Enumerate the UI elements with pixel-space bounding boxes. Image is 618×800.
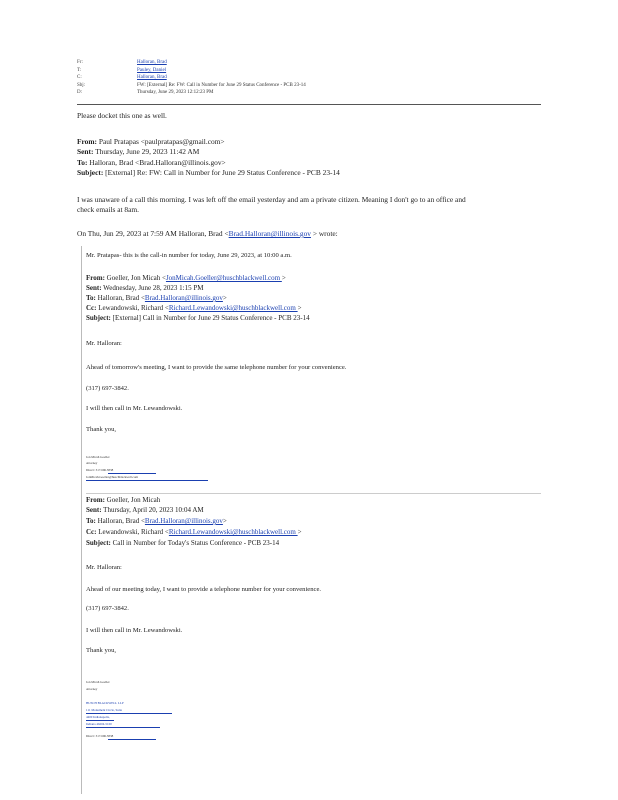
email3-body: Ahead of our meeting today, I want to provide a telephone number for your convenience. bbox=[86, 586, 322, 593]
email2-subject: Subject: [External] Call in Number for June 29 Status Conference - PCB 23-14 bbox=[86, 314, 310, 322]
email-print-header bbox=[77, 59, 547, 97]
email2-greeting: Mr. Halloran: bbox=[86, 340, 122, 347]
header-row bbox=[77, 59, 547, 67]
email1-sent: Sent: Thursday, June 29, 2023 11:42 AM bbox=[77, 147, 200, 156]
email2-from: From: Goeller, Jon Micah <JonMicah.Goeller@huschblackwell.com > bbox=[86, 274, 286, 282]
email1-to: To: Halloran, Brad <Brad.Halloran@illinois.gov> bbox=[77, 158, 226, 167]
header-contact-link[interactable]: Pauley, Daniel bbox=[137, 67, 167, 73]
email3-sig-firm: HUSCH BLACKWELL LLP bbox=[86, 701, 124, 705]
email-link[interactable]: JonMicah.Goeller@huschblackwell.com bbox=[165, 274, 282, 282]
sig-underline bbox=[108, 739, 156, 740]
sig-underline bbox=[86, 480, 208, 481]
email-link[interactable]: Brad.Halloran@illinois.gov bbox=[144, 517, 223, 525]
email3-sig-name: Jon Micah Goeller bbox=[86, 680, 110, 684]
header-row bbox=[77, 67, 547, 75]
email3-call: I will then call in Mr. Lewandowski. bbox=[86, 627, 183, 634]
header-contact-link[interactable]: Halloran, Brad bbox=[137, 75, 167, 81]
email2-intro: Mr. Pratapas- this is the call-in number for today, June 29, 2023, at 10:00 a.m. bbox=[86, 252, 292, 259]
email2-phone: (317) 697-3842. bbox=[86, 385, 129, 392]
sig-underline bbox=[86, 727, 160, 728]
email3-sig-address1: 111 Monument Circle, Suite bbox=[86, 708, 123, 712]
message-separator bbox=[86, 493, 541, 494]
email2-sig-email: JonMicah.Goeller@huschblackwell.com bbox=[86, 475, 138, 479]
email1-body-line2: check emails at 8am. bbox=[77, 205, 139, 214]
email3-sig-direct: Direct: 317.696.3838 bbox=[86, 734, 114, 738]
email2-to: To: Halloran, Brad <Brad.Halloran@illinois.gov> bbox=[86, 294, 227, 302]
email2-sig-name: Jon Micah Goeller bbox=[86, 455, 110, 459]
email-link[interactable]: Brad.Halloran@illinois.gov bbox=[228, 229, 311, 238]
sig-underline bbox=[86, 720, 114, 721]
email2-thanks: Thank you, bbox=[86, 426, 117, 433]
header-row bbox=[77, 74, 547, 82]
email2-call: I will then call in Mr. Lewandowski. bbox=[86, 405, 183, 412]
email3-cc: Cc: Lewandowski, Richard <Richard.Lewandowski@huschblackwell.com > bbox=[86, 528, 302, 536]
quote-bar bbox=[81, 246, 82, 794]
email2-cc: Cc: Lewandowski, Richard <Richard.Lewandowski@huschblackwell.com > bbox=[86, 304, 302, 312]
sig-underline bbox=[86, 713, 172, 714]
header-key: C: bbox=[77, 75, 82, 81]
email1-wrote-line: On Thu, Jun 29, 2023 at 7:59 AM Halloran, Brad <Brad.Halloran@illinois.gov > wrote: bbox=[77, 229, 338, 238]
email2-body: Ahead of tomorrow's meeting, I want to provide the same telephone number for your convenience. bbox=[86, 364, 347, 371]
header-key: T: bbox=[77, 67, 82, 73]
email2-sent: Sent: Wednesday, June 28, 2023 1:15 PM bbox=[86, 284, 204, 292]
header-key: Fr: bbox=[77, 60, 83, 65]
email3-sig-address3: Indiana 46204-5100 bbox=[86, 722, 112, 726]
email2-sig-title: Attorney bbox=[86, 461, 98, 465]
email3-greeting: Mr. Halloran: bbox=[86, 564, 122, 571]
intro-text: Please docket this one as well. bbox=[77, 111, 167, 120]
email-link[interactable]: Richard.Lewandowski@huschblackwell.com bbox=[168, 528, 298, 536]
header-value: FW: [External] Re: FW: Call in Number for June 29 Status Conference - PCB 23-14 bbox=[137, 82, 306, 88]
header-rule bbox=[77, 104, 541, 105]
email3-sent: Sent: Thursday, April 20, 2023 10:04 AM bbox=[86, 506, 204, 514]
email3-sig-title: Attorney bbox=[86, 687, 98, 691]
email3-subject: Subject: Call in Number for Today's Status Conference - PCB 23-14 bbox=[86, 539, 280, 547]
header-value: Thursday, June 29, 2023 12:12:23 PM bbox=[137, 90, 214, 96]
email3-from: From: Goeller, Jon Micah bbox=[86, 496, 161, 504]
email3-to: To: Halloran, Brad <Brad.Halloran@illinois.gov> bbox=[86, 517, 227, 525]
email1-from: From: Paul Pratapas <paulpratapas@gmail.com> bbox=[77, 137, 225, 146]
header-key: Sbj: bbox=[77, 82, 86, 88]
email1-body-line1: I was unaware of a call this morning. I was left off the email yesterday and am a private citizen. Meaning I don't go to an office and bbox=[77, 195, 466, 204]
header-contact-link[interactable]: Halloran, Brad bbox=[137, 60, 167, 65]
header-key: D: bbox=[77, 90, 82, 96]
email3-sig-address2: 4400 Indianapolis, bbox=[86, 715, 110, 719]
email3-thanks: Thank you, bbox=[86, 647, 117, 654]
sig-underline bbox=[108, 473, 156, 474]
header-row bbox=[77, 89, 547, 97]
email1-subject: Subject: [External] Re: FW: Call in Number for June 29 Status Conference - PCB 23-14 bbox=[77, 168, 340, 177]
email-link[interactable]: Richard.Lewandowski@huschblackwell.com bbox=[168, 304, 298, 312]
email-link[interactable]: Brad.Halloran@illinois.gov bbox=[144, 294, 223, 302]
header-row bbox=[77, 82, 547, 90]
email3-phone: (317) 697-3842. bbox=[86, 605, 129, 612]
email2-sig-direct: Direct: 317.696.3838 bbox=[86, 468, 114, 472]
